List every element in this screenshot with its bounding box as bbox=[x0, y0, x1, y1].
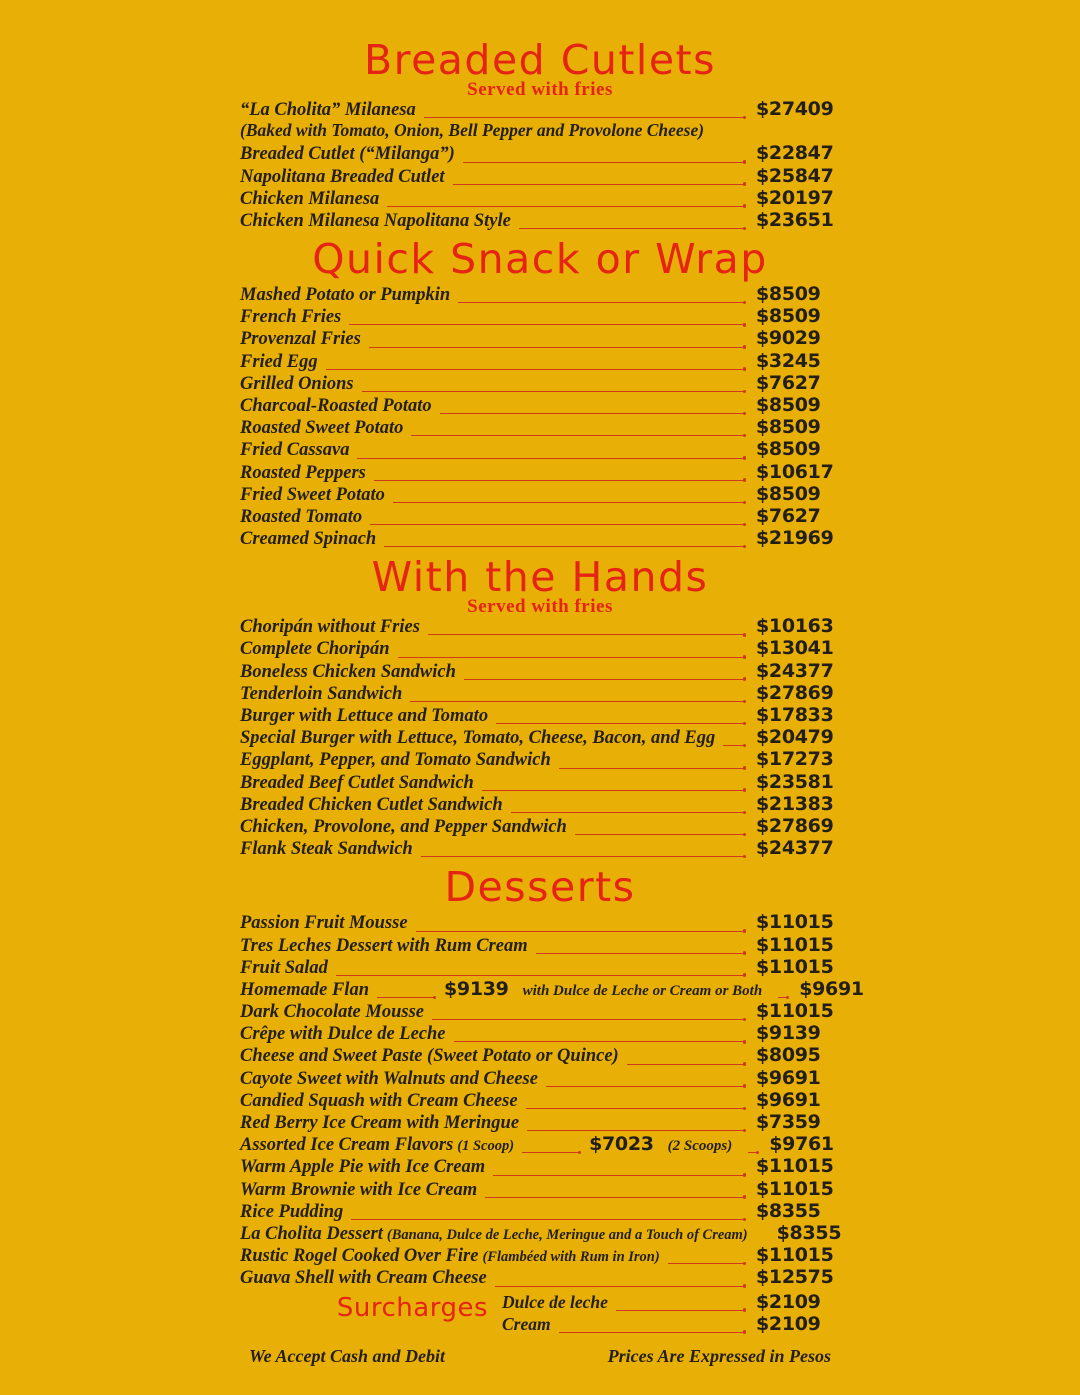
menu-item-row[interactable] bbox=[240, 1246, 840, 1268]
section-title: Quick Snack or Wrap bbox=[312, 235, 768, 284]
item-price: $8355 bbox=[756, 1199, 821, 1222]
menu-item-row[interactable] bbox=[240, 1024, 840, 1046]
item-price: $8355 bbox=[776, 1221, 842, 1244]
item-name: Tres Leches Dessert with Rum Cream bbox=[240, 935, 528, 956]
item-price: $25847 bbox=[756, 164, 834, 187]
leader-line bbox=[527, 1130, 745, 1131]
item-name: Flank Steak Sandwich bbox=[240, 839, 413, 860]
menu-item-row[interactable] bbox=[240, 186, 840, 211]
leader-line bbox=[384, 546, 745, 547]
menu-item-list bbox=[240, 285, 840, 551]
item-price: $9029 bbox=[756, 327, 821, 350]
item-name: Tenderloin Sandwich bbox=[240, 683, 403, 704]
item-description-note: (Banana, Dulce de Leche, Meringue and a Touch of Cream) bbox=[386, 1226, 748, 1243]
item-name: Warm Apple Pie with Ice Cream bbox=[240, 1157, 486, 1178]
menu-item-row[interactable] bbox=[240, 770, 840, 795]
item-price: $22847 bbox=[756, 142, 834, 165]
item-name: Creamed Spinach bbox=[240, 529, 377, 550]
item-description-note: (Flambéed with Rum in Iron) bbox=[482, 1249, 660, 1266]
menu-item-row[interactable] bbox=[240, 839, 840, 861]
item-portion-note: (1 Scoop) bbox=[457, 1138, 515, 1155]
leader-line bbox=[374, 480, 745, 481]
leader-line bbox=[526, 1108, 745, 1109]
leader-line bbox=[349, 324, 745, 325]
leader-line bbox=[362, 391, 745, 392]
item-price: $23581 bbox=[756, 770, 834, 793]
item-price: $10617 bbox=[756, 460, 834, 483]
menu-item-row[interactable] bbox=[240, 285, 840, 307]
item-price: $17833 bbox=[756, 704, 834, 726]
item-name: Assorted Ice Cream Flavors bbox=[240, 1135, 454, 1156]
menu-item-row[interactable] bbox=[240, 1002, 840, 1024]
section-quick-snack-or-wrap bbox=[240, 235, 840, 551]
leader-line bbox=[398, 657, 745, 658]
menu-item-row[interactable] bbox=[240, 529, 840, 551]
leader-line bbox=[326, 369, 745, 370]
item-name: Napolitana Breaded Cutlet bbox=[240, 166, 445, 187]
item-price: $7627 bbox=[756, 504, 821, 527]
section-subtitle: Served with fries bbox=[467, 79, 613, 100]
section-subtitle: Served with fries bbox=[467, 596, 613, 618]
surcharges-title: Surcharges bbox=[336, 1292, 488, 1323]
item-name: Roasted Sweet Potato bbox=[240, 418, 404, 439]
menu-item-row[interactable] bbox=[240, 750, 840, 772]
leader-line bbox=[370, 524, 745, 525]
leader-line bbox=[575, 834, 745, 835]
leader-line bbox=[432, 1019, 745, 1020]
leader-line bbox=[536, 953, 745, 954]
menu-item-row[interactable] bbox=[240, 329, 840, 351]
surcharge-row[interactable] bbox=[502, 1290, 840, 1315]
item-name: Mashed Potato or Pumpkin bbox=[240, 285, 451, 306]
item-price: $12575 bbox=[756, 1266, 834, 1289]
item-price-secondary: $7023 bbox=[589, 1133, 654, 1156]
item-price: $10163 bbox=[756, 615, 834, 638]
item-price: $24377 bbox=[756, 659, 834, 682]
item-name: Guava Shell with Cream Cheese bbox=[240, 1268, 487, 1289]
leader-line bbox=[559, 1332, 745, 1333]
leader-line bbox=[522, 1152, 580, 1153]
leader-line bbox=[387, 206, 745, 207]
item-price: $13041 bbox=[756, 637, 834, 660]
item-price: $9761 bbox=[769, 1133, 834, 1156]
leader-line bbox=[495, 1286, 745, 1287]
item-name: Cheese and Sweet Paste (Sweet Potato or Quince) bbox=[240, 1046, 619, 1067]
menu-item-row[interactable] bbox=[240, 97, 840, 122]
item-price: $24377 bbox=[756, 837, 834, 860]
leader-line bbox=[454, 1041, 745, 1042]
menu-item-row[interactable] bbox=[240, 706, 840, 728]
section-breaded-cutlets bbox=[240, 36, 840, 233]
leader-line bbox=[464, 679, 745, 680]
leader-line bbox=[351, 1219, 745, 1220]
menu-item-row[interactable] bbox=[240, 1221, 842, 1246]
leader-line bbox=[756, 1241, 766, 1242]
item-price: $27869 bbox=[756, 681, 834, 704]
item-name: Fried Egg bbox=[240, 351, 318, 372]
leader-line bbox=[482, 790, 745, 791]
leader-line bbox=[416, 931, 745, 932]
item-price: $3245 bbox=[756, 349, 821, 372]
item-price-secondary: $9139 bbox=[444, 977, 509, 1000]
item-name: Dark Chocolate Mousse bbox=[240, 1002, 424, 1023]
item-name: Breaded Beef Cutlet Sandwich bbox=[240, 772, 474, 793]
item-name: Breaded Chicken Cutlet Sandwich bbox=[240, 794, 503, 815]
leader-line bbox=[778, 997, 788, 998]
menu-item-row[interactable] bbox=[240, 307, 840, 329]
item-price: $11015 bbox=[756, 1244, 834, 1267]
menu-item-row[interactable] bbox=[240, 814, 840, 839]
leader-line bbox=[485, 1197, 745, 1198]
item-name: Rustic Rogel Cooked Over Fire bbox=[240, 1246, 479, 1267]
item-price: $9691 bbox=[756, 1088, 821, 1111]
item-name: Grilled Onions bbox=[240, 373, 354, 394]
item-name: Boneless Chicken Sandwich bbox=[240, 661, 456, 682]
item-option-note: with Dulce de Leche or Cream or Both bbox=[522, 982, 763, 999]
item-name: Breaded Cutlet (“Milanga”) bbox=[240, 144, 455, 165]
menu-item-row[interactable] bbox=[240, 659, 840, 684]
menu-item-list bbox=[240, 617, 840, 861]
item-name: Choripán without Fries bbox=[240, 617, 420, 638]
menu-item-row[interactable] bbox=[240, 1046, 840, 1068]
item-name: Chicken Milanesa Napolitana Style bbox=[240, 210, 511, 231]
item-price: $7627 bbox=[756, 371, 821, 394]
item-price: $8509 bbox=[756, 438, 821, 461]
item-price: $21969 bbox=[756, 527, 834, 550]
leader-line bbox=[519, 228, 745, 229]
item-name: Special Burger with Lettuce, Tomato, Cheese, Bacon, and Egg bbox=[240, 728, 716, 749]
item-name: Roasted Tomato bbox=[240, 506, 363, 527]
item-name: Charcoal-Roasted Potato bbox=[240, 396, 432, 416]
section-header bbox=[240, 235, 840, 284]
item-name: Passion Fruit Mousse bbox=[240, 913, 408, 934]
section-header bbox=[240, 553, 840, 618]
item-name: Candied Squash with Cream Cheese bbox=[240, 1090, 518, 1111]
section-desserts bbox=[240, 863, 864, 1290]
leader-line bbox=[393, 502, 745, 503]
item-price: $8509 bbox=[756, 305, 821, 328]
item-name: La Cholita Dessert bbox=[240, 1223, 383, 1244]
footer-payment-note: We Accept Cash and Debit bbox=[249, 1346, 445, 1366]
leader-line bbox=[748, 1152, 758, 1153]
menu-item-row[interactable] bbox=[240, 164, 840, 189]
surcharge-price: $2109 bbox=[756, 1312, 821, 1335]
menu-item-list bbox=[240, 911, 864, 1290]
item-name: Homemade Flan bbox=[240, 979, 369, 1000]
leader-line bbox=[559, 768, 745, 769]
item-name: Chicken Milanesa bbox=[240, 188, 380, 209]
item-name: Complete Choripán bbox=[240, 639, 390, 660]
item-name: Fruit Salad bbox=[240, 957, 328, 978]
item-price: $7359 bbox=[756, 1111, 821, 1133]
leader-line bbox=[424, 117, 745, 118]
item-price: $17273 bbox=[756, 748, 834, 771]
menu-item-row[interactable] bbox=[240, 1113, 840, 1135]
leader-line bbox=[496, 723, 745, 724]
leader-line bbox=[453, 184, 745, 185]
menu-item-row[interactable] bbox=[240, 977, 864, 1002]
menu-item-row[interactable] bbox=[240, 933, 840, 958]
item-price: $11015 bbox=[756, 1177, 834, 1200]
menu-item-row[interactable] bbox=[240, 792, 840, 817]
leader-line bbox=[369, 347, 745, 348]
item-price: $8095 bbox=[756, 1044, 821, 1067]
section-header bbox=[240, 863, 840, 912]
surcharge-price: $2109 bbox=[756, 1290, 821, 1313]
item-name: Roasted Peppers bbox=[240, 462, 366, 483]
section-title: Desserts bbox=[444, 863, 636, 912]
section-with-the-hands bbox=[240, 553, 840, 861]
leader-line bbox=[336, 975, 745, 976]
menu-item-row[interactable] bbox=[240, 418, 840, 440]
item-price: $27869 bbox=[756, 814, 834, 837]
menu-item-row[interactable] bbox=[240, 1199, 840, 1224]
leader-line bbox=[723, 745, 745, 746]
menu-item-row[interactable] bbox=[240, 396, 840, 418]
item-name: Fried Cassava bbox=[240, 440, 350, 461]
menu-item-row[interactable] bbox=[240, 371, 840, 396]
item-name: Rice Pudding bbox=[240, 1201, 344, 1222]
menu-content bbox=[240, 0, 864, 1337]
item-name: Warm Brownie with Ice Cream bbox=[240, 1179, 478, 1200]
leader-line bbox=[428, 634, 745, 635]
item-price: $23651 bbox=[756, 208, 834, 231]
item-price: $8509 bbox=[756, 416, 821, 439]
menu-item-row[interactable] bbox=[240, 349, 840, 374]
menu-item-row[interactable] bbox=[240, 460, 840, 485]
leader-line bbox=[411, 435, 745, 436]
item-name: Cayote Sweet with Walnuts and Cheese bbox=[240, 1068, 538, 1089]
item-price: $8509 bbox=[756, 482, 821, 505]
leader-line bbox=[410, 701, 745, 702]
item-price: $11015 bbox=[756, 1000, 834, 1023]
leader-line bbox=[493, 1175, 745, 1176]
item-price: $27409 bbox=[756, 97, 834, 120]
item-price: $20197 bbox=[756, 186, 834, 209]
menu-item-row[interactable] bbox=[240, 1088, 840, 1113]
item-price: $11015 bbox=[756, 911, 834, 934]
leader-line bbox=[357, 458, 745, 459]
menu-item-row[interactable] bbox=[240, 913, 840, 935]
item-price: $8509 bbox=[756, 394, 821, 416]
menu-item-row[interactable] bbox=[240, 639, 840, 661]
item-price: $8509 bbox=[756, 283, 821, 306]
item-price: $11015 bbox=[756, 933, 834, 956]
item-name: French Fries bbox=[240, 307, 342, 328]
section-title: Breaded Cutlets bbox=[364, 36, 716, 84]
leader-line bbox=[440, 413, 745, 414]
item-name: Fried Sweet Potato bbox=[240, 484, 385, 505]
menu-item-row[interactable] bbox=[240, 617, 840, 639]
leader-line bbox=[627, 1064, 745, 1065]
item-name: Burger with Lettuce and Tomato bbox=[240, 706, 489, 726]
menu-item-row[interactable] bbox=[240, 1268, 840, 1290]
menu-item-row[interactable] bbox=[240, 1157, 840, 1179]
item-name: Eggplant, Pepper, and Tomato Sandwich bbox=[240, 750, 551, 771]
menu-item-row[interactable] bbox=[240, 1177, 840, 1202]
leader-line bbox=[377, 997, 435, 998]
menu-item-row[interactable] bbox=[240, 1066, 840, 1091]
menu-item-row[interactable] bbox=[240, 955, 840, 980]
item-price: $20479 bbox=[756, 726, 834, 749]
surcharge-name: Cream bbox=[502, 1313, 551, 1334]
item-price: $11015 bbox=[756, 955, 834, 978]
surcharges-section bbox=[240, 1290, 840, 1337]
leader-line bbox=[668, 1263, 745, 1264]
section-title: With the Hands bbox=[371, 553, 709, 602]
menu-item-row[interactable] bbox=[240, 208, 840, 233]
footer bbox=[0, 1346, 1080, 1367]
menu-item-row[interactable] bbox=[240, 482, 840, 507]
leader-line bbox=[511, 812, 745, 813]
menu-item-row[interactable] bbox=[240, 144, 840, 166]
item-option-note: (2 Scoops) bbox=[667, 1138, 733, 1155]
item-name: Provenzal Fries bbox=[240, 329, 361, 350]
menu-item-row[interactable] bbox=[240, 1135, 840, 1157]
menu-item-row[interactable] bbox=[240, 681, 840, 706]
leader-line bbox=[421, 856, 745, 857]
menu-item-row[interactable] bbox=[240, 728, 840, 750]
item-price: $21383 bbox=[756, 792, 834, 815]
surcharge-name: Dulce de leche bbox=[502, 1291, 608, 1312]
menu-item-list bbox=[240, 97, 840, 233]
menu-item-row[interactable] bbox=[240, 440, 840, 462]
surcharge-row[interactable] bbox=[502, 1312, 840, 1337]
item-name: “La Cholita” Milanesa bbox=[240, 99, 416, 120]
footer-currency-note: Prices Are Expressed in Pesos bbox=[607, 1346, 831, 1366]
item-description: (Baked with Tomato, Onion, Bell Pepper and Provolone Cheese) bbox=[240, 120, 705, 141]
leader-line bbox=[546, 1086, 745, 1087]
item-price: $9139 bbox=[756, 1022, 821, 1045]
section-header bbox=[240, 36, 840, 100]
leader-line bbox=[463, 162, 745, 163]
leader-line bbox=[616, 1310, 745, 1311]
item-name: Chicken, Provolone, and Pepper Sandwich bbox=[240, 816, 567, 837]
item-price: $9691 bbox=[799, 977, 864, 1000]
leader-line bbox=[458, 302, 745, 303]
menu-item-row[interactable] bbox=[240, 504, 840, 529]
item-name: Crêpe with Dulce de Leche bbox=[240, 1024, 446, 1045]
item-price: $9691 bbox=[756, 1066, 821, 1089]
item-price: $11015 bbox=[756, 1155, 834, 1178]
surcharges-list bbox=[502, 1290, 840, 1337]
item-name: Red Berry Ice Cream with Meringue bbox=[240, 1113, 520, 1133]
